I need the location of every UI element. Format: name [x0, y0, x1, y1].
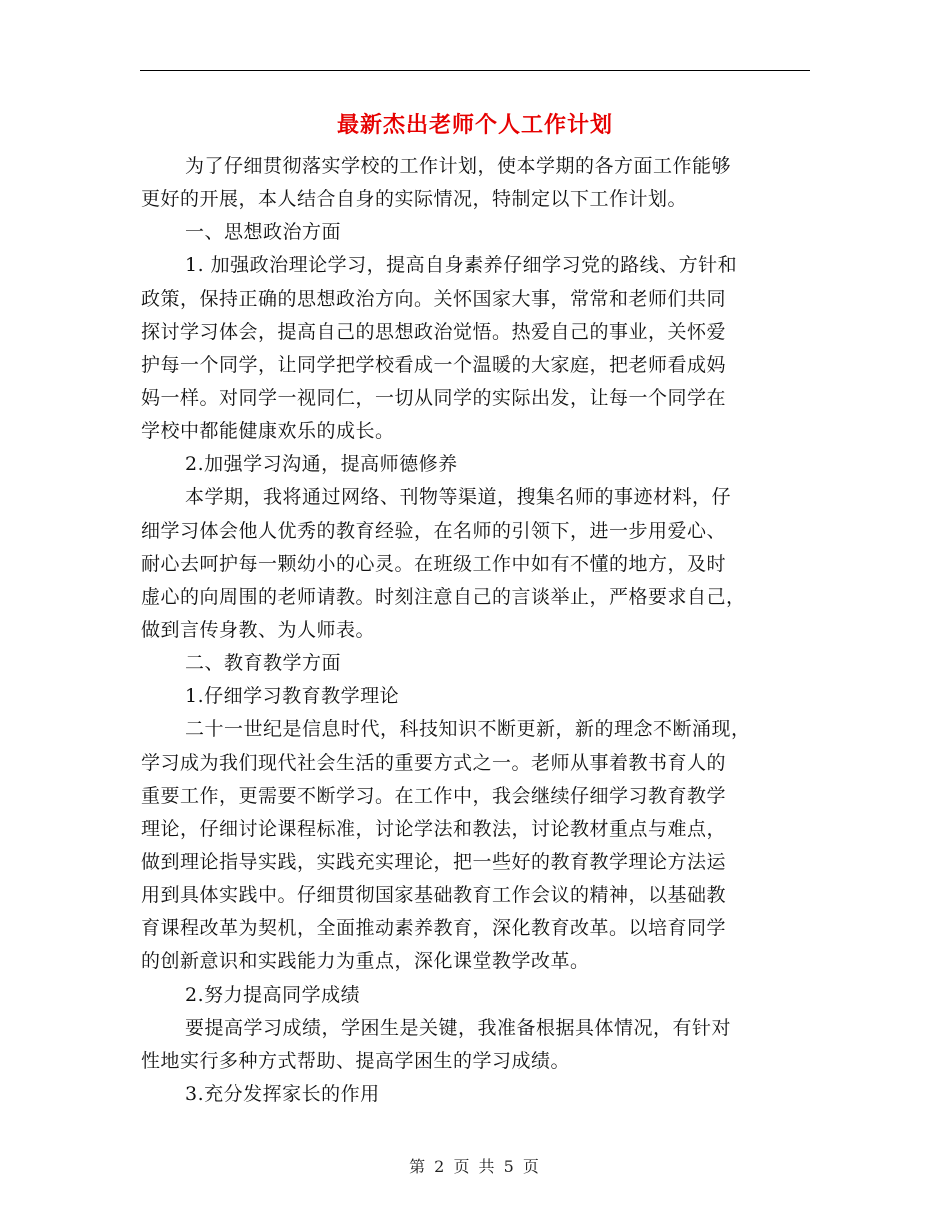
paragraph-line: 更好的开展，本人结合自身的实际情况，特制定以下工作计划。 [141, 188, 688, 211]
paragraph-line: 1. 加强政治理论学习，提高自身素养仔细学习党的路线、方针和 [185, 254, 738, 277]
paragraph-line: 学习成为我们现代社会生活的重要方式之一。老师从事着教书育人的 [141, 751, 727, 774]
paragraph-line: 虚心的向周围的老师请教。时刻注意自己的言谈举止，严格要求自己， [141, 585, 746, 608]
paragraph-line: 用到具体实践中。仔细贯彻国家基础教育工作会议的精神，以基础教 [141, 884, 727, 907]
paragraph-line: 探讨学习体会，提高自己的思想政治觉悟。热爱自己的事业，关怀爱 [141, 320, 727, 343]
paragraph-line: 护每一个同学，让同学把学校看成一个温暖的大家庭，把老师看成妈 [141, 353, 727, 376]
paragraph-line: 学校中都能健康欢乐的成长。 [141, 420, 395, 443]
paragraph-line: 为了仔细贯彻落实学校的工作计划，使本学期的各方面工作能够 [185, 155, 732, 177]
subsection-heading: 2.努力提高同学成绩 [185, 983, 361, 1006]
paragraph-line: 细学习体会他人优秀的教育经验，在名师的引领下，进一步用爱心、 [141, 519, 727, 542]
section-heading: 一、思想政治方面 [185, 221, 342, 244]
paragraph-line: 性地实行多种方式帮助、提高学困生的学习成绩。 [141, 1049, 571, 1072]
section-heading: 二、教育教学方面 [185, 652, 342, 675]
paragraph-line: 理论，仔细讨论课程标准，讨论学法和教法，讨论教材重点与难点， [141, 817, 727, 840]
paragraph-line: 育课程改革为契机，全面推动素养教育，深化教育改革。以培育同学 [141, 917, 727, 940]
subsection-heading: 2.加强学习沟通，提高师德修养 [185, 453, 458, 476]
paragraph-line: 做到理论指导实践，实践充实理论，把一些好的教育教学理论方法运 [141, 850, 727, 873]
paragraph-line: 要提高学习成绩，学困生是关键，我准备根据具体情况，有针对 [185, 1016, 732, 1039]
paragraph-line: 做到言传身教、为人师表。 [141, 618, 376, 641]
header-rule [140, 70, 810, 71]
paragraph-line: 的创新意识和实践能力为重点，深化课堂教学改革。 [141, 950, 590, 973]
paragraph-line: 耐心去呵护每一颗幼小的心灵。在班级工作中如有不懂的地方，及时 [141, 552, 727, 575]
subsection-heading: 3.充分发挥家长的作用 [185, 1082, 380, 1105]
paragraph-line: 本学期，我将通过网络、刊物等渠道，搜集名师的事迹材料，仔 [185, 486, 732, 509]
document-title: 最新杰出老师个人工作计划 [336, 112, 613, 138]
paragraph-line: 重要工作，更需要不断学习。在工作中，我会继续仔细学习教育教学 [141, 784, 727, 807]
paragraph-line: 二十一世纪是信息时代，科技知识不断更新，新的理念不断涌现， [185, 718, 751, 741]
document-body [141, 150, 811, 1111]
paragraph-line: 政策，保持正确的思想政治方向。关怀国家大事，常常和老师们共同 [141, 287, 727, 310]
subsection-heading: 1.仔细学习教育教学理论 [185, 685, 400, 708]
page-number-footer: 第 2 页 共 5 页 [409, 1157, 541, 1176]
paragraph-line: 妈一样。对同学一视同仁，一切从同学的实际出发，让每一个同学在 [141, 386, 727, 409]
